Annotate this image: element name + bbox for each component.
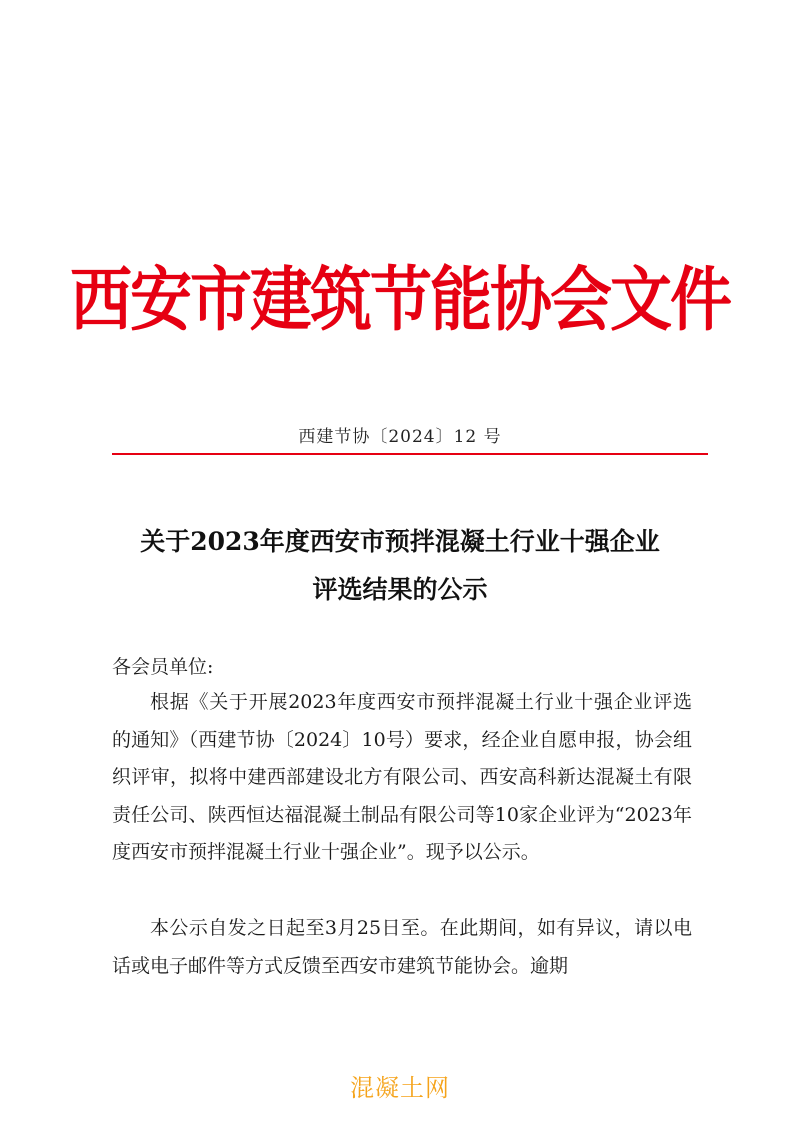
notice-title-line1: 关于2023年度西安市预拌混凝土行业十强企业 (140, 527, 660, 556)
notice-title (80, 518, 720, 614)
body-paragraph-2: 本公示自发之日起至3月25日至。在此期间，如有异议，请以电话或电子邮件等方式反馈至西安市建筑节能协会。逾期 (112, 917, 692, 977)
notice-title-line2: 评选结果的公示 (312, 575, 488, 604)
watermark-text: 混凝土网 (350, 1074, 450, 1102)
body-paragraph-1: 根据《关于开展2023年度西安市预拌混凝土行业十强企业评选的通知》（西建节协〔2024〕10号）要求，经企业自愿申报，协会组织评审，拟将中建西部建设北方有限公司、西安高科新达混凝土有限责任公司、陕西恒达福混凝土制品有限公司等10家企业评为“2023年度西安市预拌混凝土行业十强企业”。现予以公示。 (112, 691, 692, 863)
document-header-title: 西安市建筑节能协会文件 (69, 258, 730, 341)
red-divider-line (112, 453, 708, 455)
document-number: 西建节协〔2024〕12 号 (298, 427, 502, 447)
salutation: 各会员单位: (112, 656, 214, 678)
